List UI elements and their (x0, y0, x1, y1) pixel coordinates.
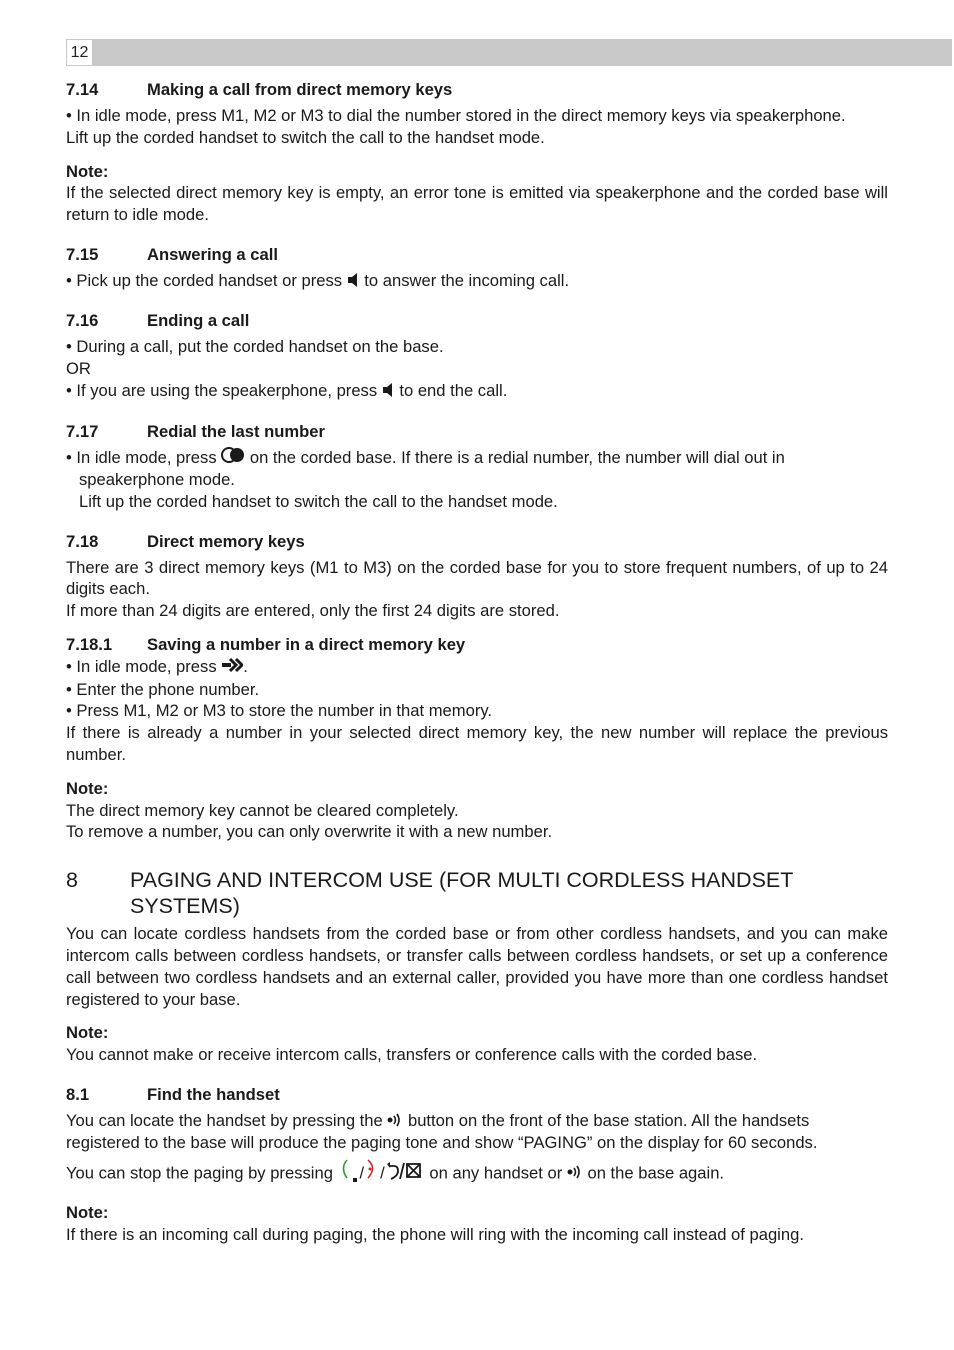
note-text: To remove a number, you can only overwrite it with a new number. (66, 822, 553, 842)
heading-7-18 (66, 531, 888, 553)
heading-7-16 (66, 310, 888, 332)
text: • If you are using the speakerphone, press (66, 381, 382, 401)
speaker-icon (382, 381, 395, 403)
text: • Pick up the corded handset or press (66, 270, 347, 290)
section-title: Saving a number in a direct memory key (147, 635, 466, 655)
end-call-icon (364, 1158, 380, 1190)
section-title: Answering a call (147, 244, 278, 264)
redial-icon (221, 447, 245, 469)
paragraph (66, 380, 888, 403)
text: . (243, 657, 248, 677)
paging-icon (567, 1163, 583, 1185)
paragraph: Lift up the corded handset to switch the call to the handset mode. (79, 491, 558, 511)
heading-7-18-1 (66, 634, 888, 656)
paragraph: • In idle mode, press M1, M2 or M3 to dial the number stored in the direct memory keys via speakerphone. (66, 106, 846, 125)
heading-7-17 (66, 421, 888, 443)
paragraph: There are 3 direct memory keys (M1 to M3) on the corded base for you to store frequent numbers, of up to 24 digits each. (66, 557, 888, 599)
section-title: Making a call from direct memory keys (147, 80, 453, 99)
section-number: 7.16 (66, 311, 99, 331)
note-label: Note: (66, 161, 109, 181)
section-number: 7.14 (66, 80, 99, 99)
section-number: 7.17 (66, 421, 99, 441)
text: to end the call. (394, 381, 508, 401)
page-header-bar (66, 39, 952, 66)
paragraph: You can locate cordless handsets from the corded base or from other cordless handsets, and you can make intercom calls between cordless handsets, or transfer calls between cordless handsets, or set up a conference call between two cordless handsets and an external caller, provided you have more than one cordless handset registered to your base. (66, 924, 888, 1009)
text: on the corded base. If there is a redial number, the number will dial out in (245, 447, 785, 467)
text: / (359, 1163, 365, 1183)
text: You can stop the paging by pressing (66, 1163, 338, 1183)
section-title: Ending a call (147, 311, 250, 331)
talk-icon (338, 1158, 360, 1190)
speaker-icon (347, 271, 360, 293)
heading-7-15 (66, 244, 888, 266)
paragraph: OR (66, 359, 91, 379)
paragraph: If more than 24 digits are entered, only the first 24 digits are stored. (66, 601, 560, 621)
paragraph: If there is already a number in your selected direct memory key, the new number will replace the previous number. (66, 723, 888, 764)
text: on any handset or (424, 1163, 567, 1183)
paragraph: speakerphone mode. (79, 470, 235, 490)
paragraph (66, 1158, 888, 1190)
section-title: Direct memory keys (147, 531, 305, 551)
section-title: Find the handset (147, 1084, 280, 1104)
text: / (380, 1163, 385, 1183)
paragraph: registered to the base will produce the paging tone and show “PAGING” on the display for 60 seconds. (66, 1133, 818, 1153)
text: • In idle mode, press (66, 657, 222, 677)
paragraph (66, 270, 888, 293)
note-label: Note: (66, 1023, 109, 1043)
paragraph (66, 656, 888, 679)
page-number: 12 (66, 39, 93, 66)
chapter-number: 8 (66, 868, 78, 893)
page-content (66, 79, 888, 1246)
paragraph: Lift up the corded handset to switch the call to the handset mode. (66, 127, 545, 147)
note-label: Note: (66, 1203, 109, 1223)
text: to answer the incoming call. (359, 270, 570, 290)
text: • In idle mode, press (66, 447, 222, 467)
back-delete-icon (385, 1161, 425, 1187)
note-text: If there is an incoming call during paging, the phone will ring with the incoming call instead of paging. (66, 1224, 804, 1244)
section-title: Redial the last number (147, 421, 325, 441)
chapter-title: PAGING AND INTERCOM USE (FOR MULTI CORDLESS HANDSET SYSTEMS) (130, 868, 793, 919)
note-text: If the selected direct memory key is empty, an error tone is emitted via speakerphone and the corded base will return to idle mode. (66, 183, 888, 225)
paragraph: • Press M1, M2 or M3 to store the number in that memory. (66, 701, 493, 721)
note-label: Note: (66, 778, 109, 798)
heading-8 (66, 867, 888, 919)
paragraph: • During a call, put the corded handset on the base. (66, 337, 444, 357)
heading-8-1 (66, 1084, 888, 1106)
section-number: 7.15 (66, 244, 99, 264)
section-number: 7.18.1 (66, 635, 113, 655)
text: on the base again. (582, 1163, 725, 1183)
note-text: You cannot make or receive intercom calls, transfers or conference calls with the corded base. (66, 1045, 758, 1065)
paragraph: • Enter the phone number. (66, 679, 260, 699)
heading-7-14 (66, 79, 888, 101)
text: button on the front of the base station. All the handsets (403, 1110, 810, 1130)
note-text: The direct memory key cannot be cleared completely. (66, 800, 459, 820)
paragraph (66, 447, 888, 470)
section-number: 7.18 (66, 531, 99, 551)
section-number: 8.1 (66, 1084, 90, 1104)
text: You can locate the handset by pressing the (66, 1110, 388, 1130)
memory-arrow-icon (221, 657, 243, 679)
paging-icon (387, 1111, 403, 1133)
paragraph (66, 1110, 888, 1133)
